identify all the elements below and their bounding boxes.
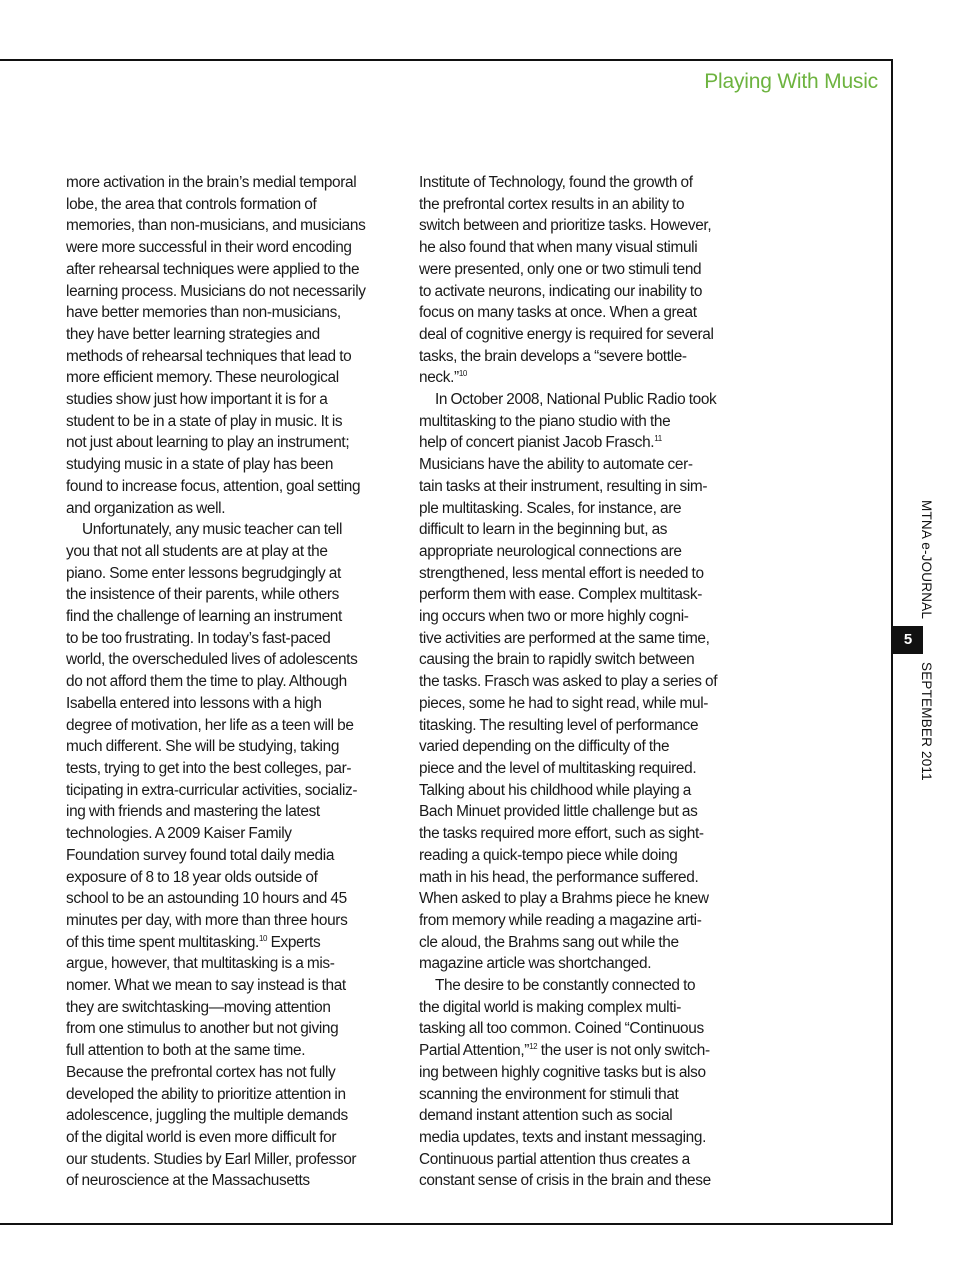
text-line: learning process. Musicians do not necessarily <box>66 282 366 300</box>
text-line: pieces, some he had to sight read, while mul- <box>419 694 709 712</box>
text-line: world, the overscheduled lives of adolescents <box>66 651 358 669</box>
footnote-marker: 10 <box>258 933 268 943</box>
text-line: were presented, only one or two stimuli tend <box>419 260 702 278</box>
text-line: full attention to both at the same time. <box>66 1042 306 1060</box>
page-number: 5 <box>893 626 923 654</box>
text-line: appropriate neurological connections are <box>419 542 682 560</box>
text-line: ing with friends and mastering the latest <box>66 803 320 821</box>
text-line: perform them with ease. Complex multitask- <box>419 586 703 604</box>
text-line: from one stimulus to another but not giving <box>66 1020 339 1038</box>
text-line: nomer. What we mean to say instead is that <box>66 977 346 995</box>
text-line: degree of motivation, her life as a teen will be <box>66 716 354 734</box>
text-line: ticipating in extra-curricular activities, socializ- <box>66 781 358 799</box>
text-line: tests, trying to get into the best colleges, par- <box>66 759 352 777</box>
text-line: to activate neurons, indicating our inability to <box>419 282 703 300</box>
text-line: the prefrontal cortex results in an ability to <box>419 195 685 213</box>
text-line: strengthened, less mental effort is needed to <box>419 564 704 582</box>
text-line: they are switchtasking—moving attention <box>66 998 331 1016</box>
text-line: piano. Some enter lessons begrudgingly at <box>66 564 341 582</box>
text-line: much different. She will be studying, taking <box>66 738 340 756</box>
text-line: school to be an astounding 10 hours and 45 <box>66 890 347 908</box>
text-fragment: of this time spent multitasking. <box>66 933 259 951</box>
text-line: studies show just how important it is for a <box>66 391 328 409</box>
text-line: memories, than non-musicians, and musicians <box>66 217 366 235</box>
text-line: Unfortunately, any music teacher can tell <box>82 521 343 539</box>
text-line: tive activities are performed at the same time, <box>419 629 710 647</box>
text-line: ing occurs when two or more highly cogni- <box>419 608 689 626</box>
text-line: Institute of Technology, found the growth of <box>419 174 693 191</box>
text-line: the insistence of their parents, while others <box>66 586 339 604</box>
text-line: after rehearsal techniques were applied to the <box>66 260 360 278</box>
text-line: minutes per day, with more than three hours <box>66 911 348 929</box>
footnote-marker: 12 <box>529 1042 538 1051</box>
text-line: to be too frustrating. In today’s fast-paced <box>66 629 331 647</box>
text-line: focus on many tasks at once. When a great <box>419 304 697 322</box>
text-line: found to increase focus, attention, goal setting <box>66 477 361 495</box>
text-fragment: Experts <box>267 933 321 951</box>
text-line: student to be in a state of play in music. It is <box>66 412 343 430</box>
text-line: difficult to learn in the beginning but, as <box>419 521 668 539</box>
text-line: The desire to be constantly connected to <box>435 977 696 995</box>
issue-date: SEPTEMBER 2011 <box>919 662 934 781</box>
text-line: our students. Studies by Earl Miller, professor <box>66 1150 357 1168</box>
text-line: piece and the level of multitasking required. <box>419 759 697 777</box>
text-line: Foundation survey found total daily media <box>66 846 335 864</box>
text-line: switch between and prioritize tasks. However, <box>419 217 712 235</box>
text-fragment: help of concert pianist Jacob Frasch. <box>419 434 655 452</box>
text-line: tasks, the brain develops a “severe bottle- <box>419 347 687 365</box>
text-line: lobe, the area that controls formation of <box>66 195 317 213</box>
text-line: argue, however, that multitasking is a mis- <box>66 955 335 973</box>
text-line: causing the brain to rapidly switch between <box>419 651 695 669</box>
text-line: exposure of 8 to 18 year olds outside of <box>66 868 318 886</box>
footnote-marker: 10 <box>458 369 468 379</box>
text-line: the digital world is making complex multi- <box>419 998 681 1016</box>
text-line: you that not all students are at play at the <box>66 542 328 560</box>
text-line: they have better learning strategies and <box>66 325 320 343</box>
text-line: cle aloud, the Brahms sang out while the <box>419 933 679 951</box>
text-line: When asked to play a Brahms piece he knew <box>419 890 709 908</box>
text-line: magazine article was shortchanged. <box>419 955 652 973</box>
text-line: Continuous partial attention thus creates a <box>419 1150 690 1168</box>
journal-name: MTNA e-JOURNAL <box>919 500 934 620</box>
section-title: Playing With Music <box>704 70 878 93</box>
text-line: titasking. The resulting level of performance <box>419 716 699 734</box>
text-line <box>419 367 759 389</box>
text-line: from memory while reading a magazine arti- <box>419 911 702 929</box>
text-line: the tasks. Frasch was asked to play a series of <box>419 673 718 691</box>
text-line: he also found that when many visual stimuli <box>419 239 698 257</box>
text-line: not just about learning to play an instrument; <box>66 434 350 452</box>
text-line: Bach Minuet provided little challenge but as <box>419 803 698 821</box>
text-line: varied depending on the difficulty of the <box>419 738 670 756</box>
text-line: adolescence, juggling the multiple demands <box>66 1107 348 1125</box>
text-line: studying music in a state of play has been <box>66 456 334 474</box>
text-line: ple multitasking. Scales, for instance, are <box>419 499 682 517</box>
text-line <box>66 932 406 954</box>
text-line: Isabella entered into lessons with a high <box>66 694 322 712</box>
text-line: scanning the environment for stimuli that <box>419 1085 679 1103</box>
text-line: were more successful in their word encoding <box>66 239 352 257</box>
text-line: reading a quick-tempo piece while doing <box>419 846 678 864</box>
text-line: deal of cognitive energy is required for several <box>419 325 714 343</box>
text-line: find the challenge of learning an instrument <box>66 608 342 626</box>
text-line: math in his head, the performance suffered. <box>419 868 699 886</box>
text-line: and organization as well. <box>66 499 226 517</box>
text-line: tasking all too common. Coined “Continuous <box>419 1020 704 1038</box>
text-line: methods of rehearsal techniques that lead to <box>66 347 352 365</box>
text-line: multitasking to the piano studio with the <box>419 412 671 430</box>
text-fragment: Partial Attention,” <box>419 1042 530 1060</box>
footnote-marker: 11 <box>654 434 662 444</box>
text-line: Because the prefrontal cortex has not fully <box>66 1063 336 1081</box>
left-column <box>66 172 406 1192</box>
text-line: demand instant attention such as social <box>419 1107 673 1125</box>
text-fragment: neck.” <box>419 369 459 387</box>
text-line: more activation in the brain’s medial temporal <box>66 174 357 191</box>
text-line: of the digital world is even more difficult for <box>66 1128 337 1146</box>
text-line: ing between highly cognitive tasks but is also <box>419 1063 706 1081</box>
text-fragment: the user is not only switch- <box>537 1042 710 1060</box>
text-line: more efficient memory. These neurological <box>66 369 339 387</box>
side-rail <box>893 500 960 780</box>
text-line: have better memories than non-musicians, <box>66 304 341 322</box>
text-line: of neuroscience at the Massachusetts <box>66 1172 310 1190</box>
text-line: media updates, texts and instant messaging. <box>419 1128 707 1146</box>
text-line: Musicians have the ability to automate cer- <box>419 456 693 474</box>
text-line: tain tasks at their instrument, resulting in sim- <box>419 477 708 495</box>
text-line <box>419 1040 759 1062</box>
text-line: technologies. A 2009 Kaiser Family <box>66 825 292 843</box>
text-line: the tasks required more effort, such as sight- <box>419 825 704 843</box>
text-line <box>419 432 759 454</box>
text-line: Talking about his childhood while playing a <box>419 781 691 799</box>
right-column <box>419 172 759 1192</box>
text-line: In October 2008, National Public Radio took <box>435 391 717 409</box>
text-line: constant sense of crisis in the brain and these <box>419 1172 711 1190</box>
text-line: do not afford them the time to play. Although <box>66 673 347 691</box>
text-line: developed the ability to prioritize attention in <box>66 1085 346 1103</box>
